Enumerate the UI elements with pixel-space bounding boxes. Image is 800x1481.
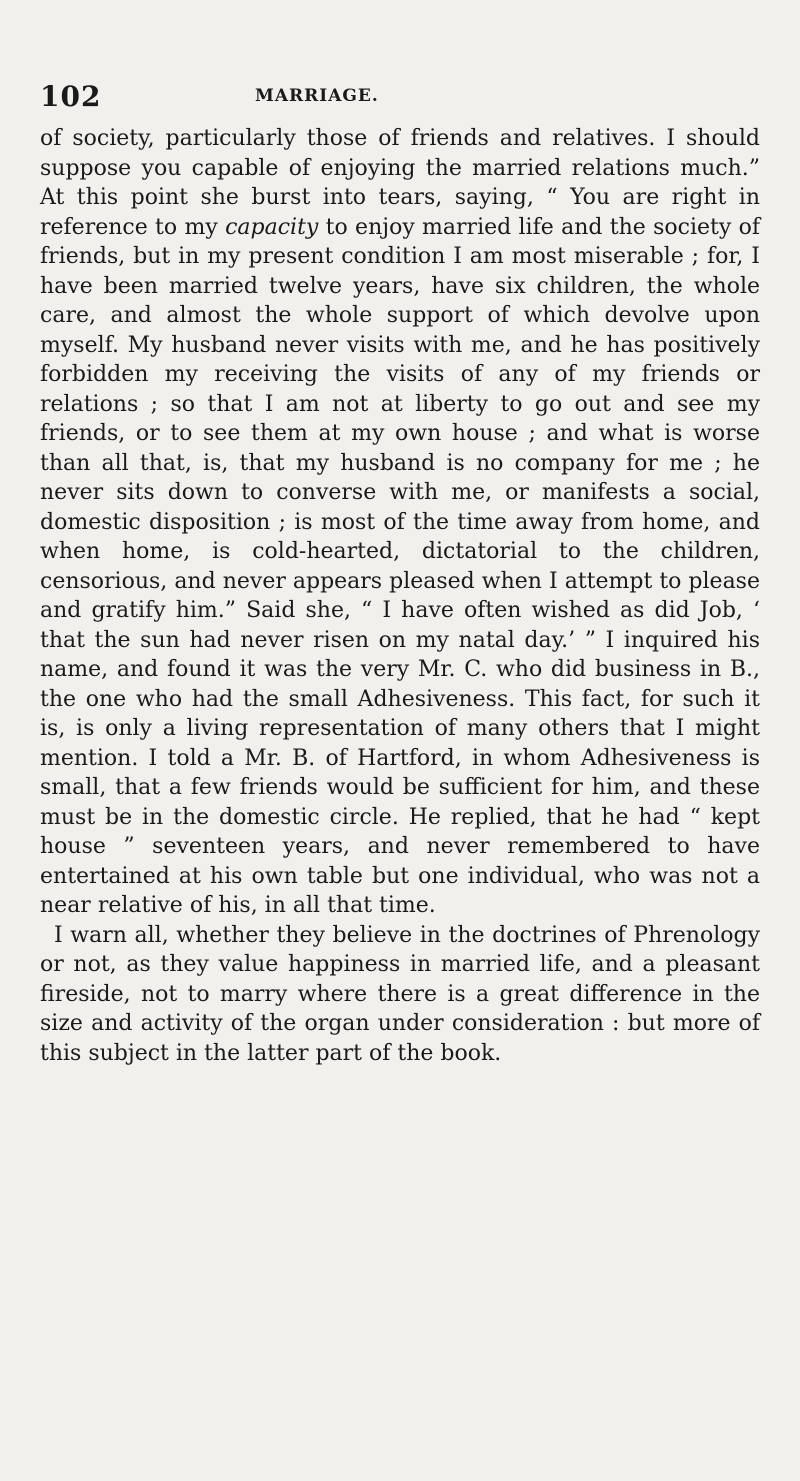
body-text bbox=[40, 124, 760, 1068]
page-header bbox=[40, 80, 760, 120]
paragraph-1-text-after: to enjoy married life and the society of friends, but in my present condition I am most miserable ; for, I have been married twelve years, have six children, the whole care, and almost the whole support of which devolve upon myself. My husband never visits with me, and he has positively forbidden my receiving the visits of any of my friends or relations ; so that I am not at liberty to go out and see my friends, or to see them at my own house ; and what is worse than all that, is, that my husband is no company for me ; he never sits down to converse with me, or manifests a social, domestic disposition ; is most of the time away from home, and when home, is cold-hearted, dictatorial to the children, censorious, and never appears pleased when I attempt to please and gratify him.” Said she, “ I have often wished as did Job, ‘ that the sun had never risen on my natal day.’ ” I inquired his name, and found it was the very Mr. C. who did business in B., the one who had the small Adhesiveness. This fact, for such it is, is only a living representation of many others that I might mention. I told a Mr. B. of Hartford, in whom Adhesiveness is small, that a few friends would be sufficient for him, and these must be in the domestic circle. He replied, that he had “ kept house ” seventeen years, and never remembered to have entertained at his own table but one individual, who was not a near relative of his, in all that time. bbox=[40, 214, 760, 918]
paragraph-1 bbox=[40, 124, 760, 921]
paragraph-2: I warn all, whether they believe in the doctrines of Phrenology or not, as they value happiness in married life, and a pleasant fireside, not to marry where there is a great difference in the size and activity of the organ under consideration : but more of this subject in the latter part of the book. bbox=[40, 922, 760, 1066]
paragraph-1-text-before: of society, particularly those of friends and relatives. I should suppose you capable of enjoying the married relations much.” At this point she burst into tears, saying, “ You are right in reference to my bbox=[40, 126, 760, 240]
running-head: MARRIAGE. bbox=[255, 86, 379, 106]
page-number: 102 bbox=[40, 80, 102, 113]
emphasis-capacity: capacity bbox=[225, 214, 319, 240]
